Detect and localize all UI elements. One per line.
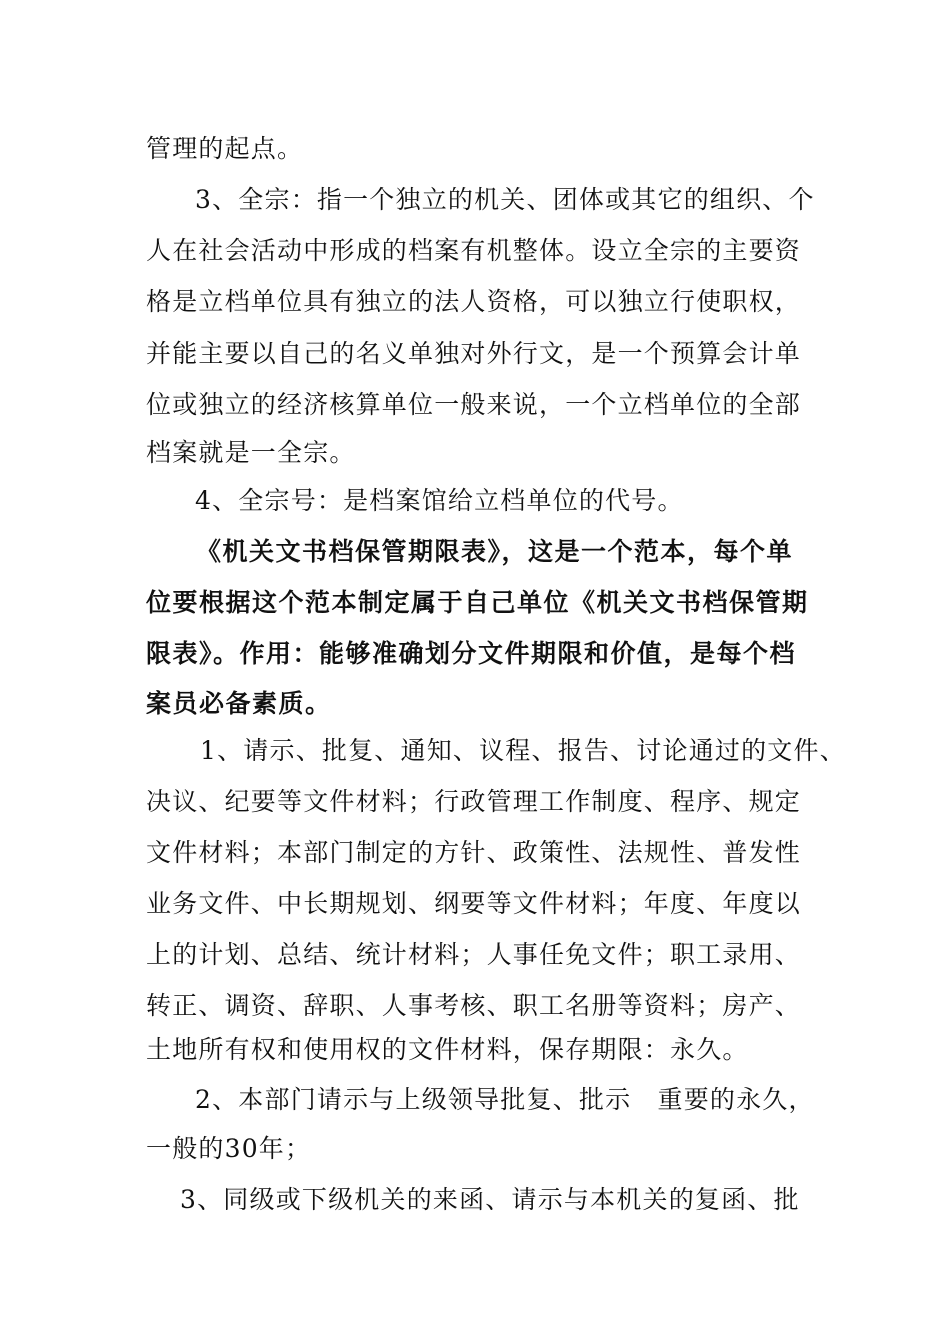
bold-line-4: 案员必备素质。 [146,689,332,718]
text-line-18: 3、同级或下级机关的来函、请示与本机关的复函、批 [180,1185,800,1214]
text-line-7: 档案就是一全宗。 [146,438,356,467]
text-line-9: 1、请示、批复、通知、议程、报告、讨论通过的文件、 [200,736,846,765]
text-line-14: 转正、调资、辞职、人事考核、职工名册等资料；房产、 [146,991,802,1020]
text-line-8: 4、全宗号：是档案馆给立档单位的代号。 [195,486,684,515]
text-line-2: 3、全宗：指一个独立的机关、团体或其它的组织、个 [195,185,815,214]
text-line-11: 文件材料；本部门制定的方针、政策性、法规性、普发性 [146,838,802,867]
bold-line-1: 《机关文书档保管期限表》，这是一个范本，每个单 [196,537,794,566]
text-line-12: 业务文件、中长期规划、纲要等文件材料；年度、年度以 [146,889,802,918]
text-line-13: 上的计划、总结、统计材料；人事任免文件；职工录用、 [146,940,802,969]
text-line-4: 格是立档单位具有独立的法人资格，可以独立行使职权， [146,287,802,316]
text-line-15: 土地所有权和使用权的文件材料，保存期限：永久。 [146,1035,749,1064]
bold-line-3: 限表》。作用：能够准确划分文件期限和价值，是每个档 [146,639,797,668]
text-line-16: 2、本部门请示与上级领导批复、批示 重要的永久， [195,1085,815,1114]
text-line-1: 管理的起点。 [146,134,304,163]
text-line-17: 一般的30年； [146,1134,312,1163]
bold-line-2: 位要根据这个范本制定属于自己单位《机关文书档保管期 [146,588,809,617]
text-line-6: 位或独立的经济核算单位一般来说，一个立档单位的全部 [146,390,802,419]
text-line-5: 并能主要以自己的名义单独对外行文，是一个预算会计单 [146,339,802,368]
text-line-10: 决议、纪要等文件材料；行政管理工作制度、程序、规定 [146,787,802,816]
text-line-3: 人在社会活动中形成的档案有机整体。设立全宗的主要资 [146,236,802,265]
